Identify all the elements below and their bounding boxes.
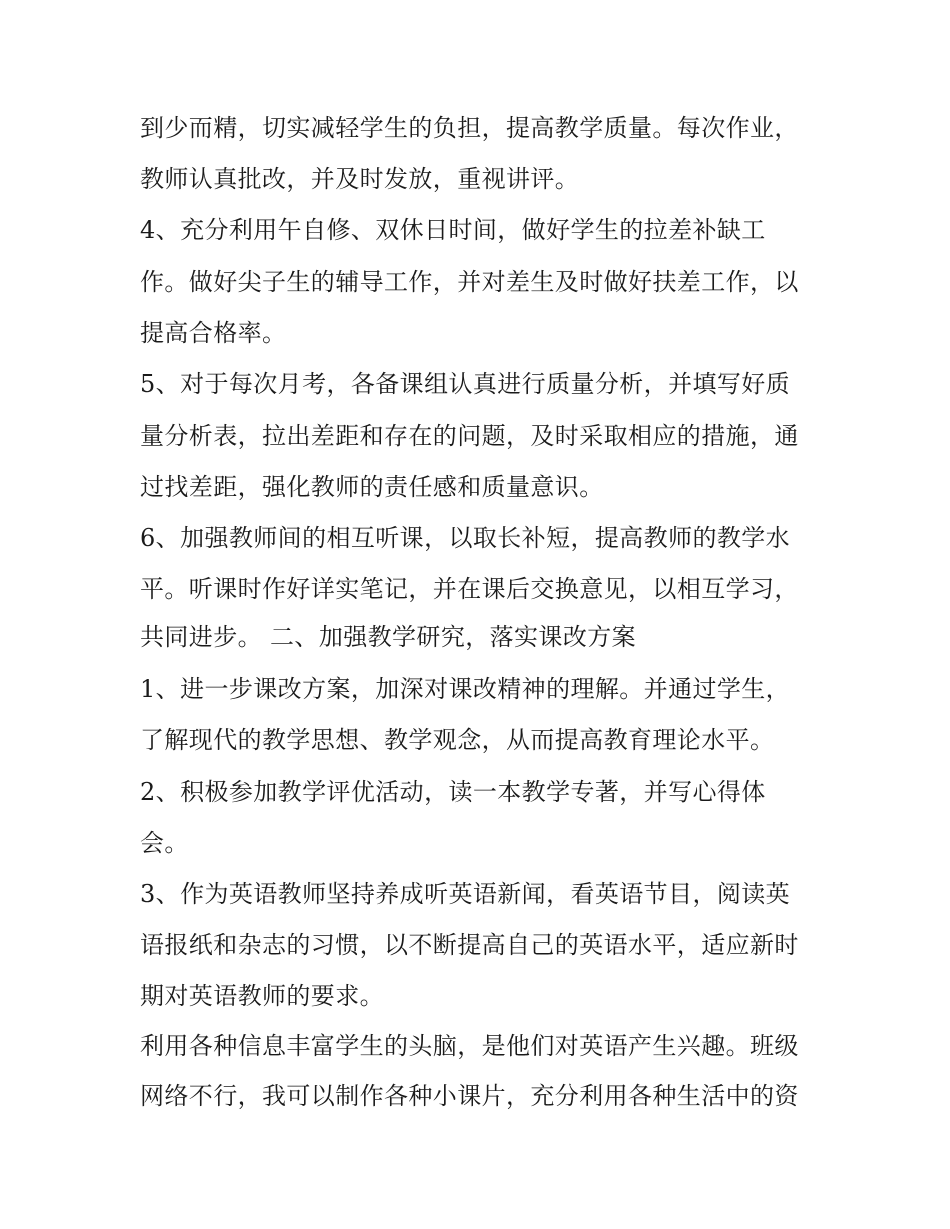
text-line: 5、对于每次月考，各备课组认真进行质量分析，并填写好质 — [140, 370, 791, 398]
text-line: 会。 — [140, 829, 189, 857]
text-line: 共同进步。 二、加强教学研究，落实课改方案 — [140, 623, 637, 651]
text-line: 过找差距，强化教师的责任感和质量意识。 — [140, 473, 604, 501]
text-line: 6、加强教师间的相互听课，以取长补短，提高教师的教学水 — [140, 524, 791, 552]
text-line: 3、作为英语教师坚持养成听英语新闻，看英语节目，阅读英 — [140, 880, 791, 908]
text-line: 作。做好尖子生的辅导工作，并对差生及时做好扶差工作，以 — [140, 268, 799, 296]
text-line: 期对英语教师的要求。 — [140, 982, 384, 1010]
text-line: 平。听课时作好详实笔记，并在课后交换意见，以相互学习， — [140, 575, 799, 603]
text-line: 到少而精，切实减轻学生的负担，提高教学质量。每次作业， — [140, 114, 799, 142]
text-line: 2、积极参加教学评优活动，读一本教学专著，并写心得体 — [140, 778, 766, 806]
text-line: 语报纸和杂志的习惯，以不断提高自己的英语水平，适应新时 — [140, 931, 799, 959]
text-line: 利用各种信息丰富学生的头脑，是他们对英语产生兴趣。班级 — [140, 1032, 799, 1060]
text-line: 网络不行，我可以制作各种小课片，充分利用各种生活中的资 — [140, 1082, 799, 1110]
text-line: 了解现代的教学思想、教学观念，从而提高教育理论水平。 — [140, 726, 775, 754]
text-line: 量分析表，拉出差距和存在的问题，及时采取相应的措施，通 — [140, 422, 799, 450]
text-line: 4、充分利用午自修、双休日时间，做好学生的拉差补缺工 — [140, 216, 766, 244]
text-line: 1、进一步课改方案，加深对课改精神的理解。并通过学生， — [140, 675, 791, 703]
text-line: 教师认真批改，并及时发放，重视讲评。 — [140, 165, 580, 193]
text-line: 提高合格率。 — [140, 319, 287, 347]
